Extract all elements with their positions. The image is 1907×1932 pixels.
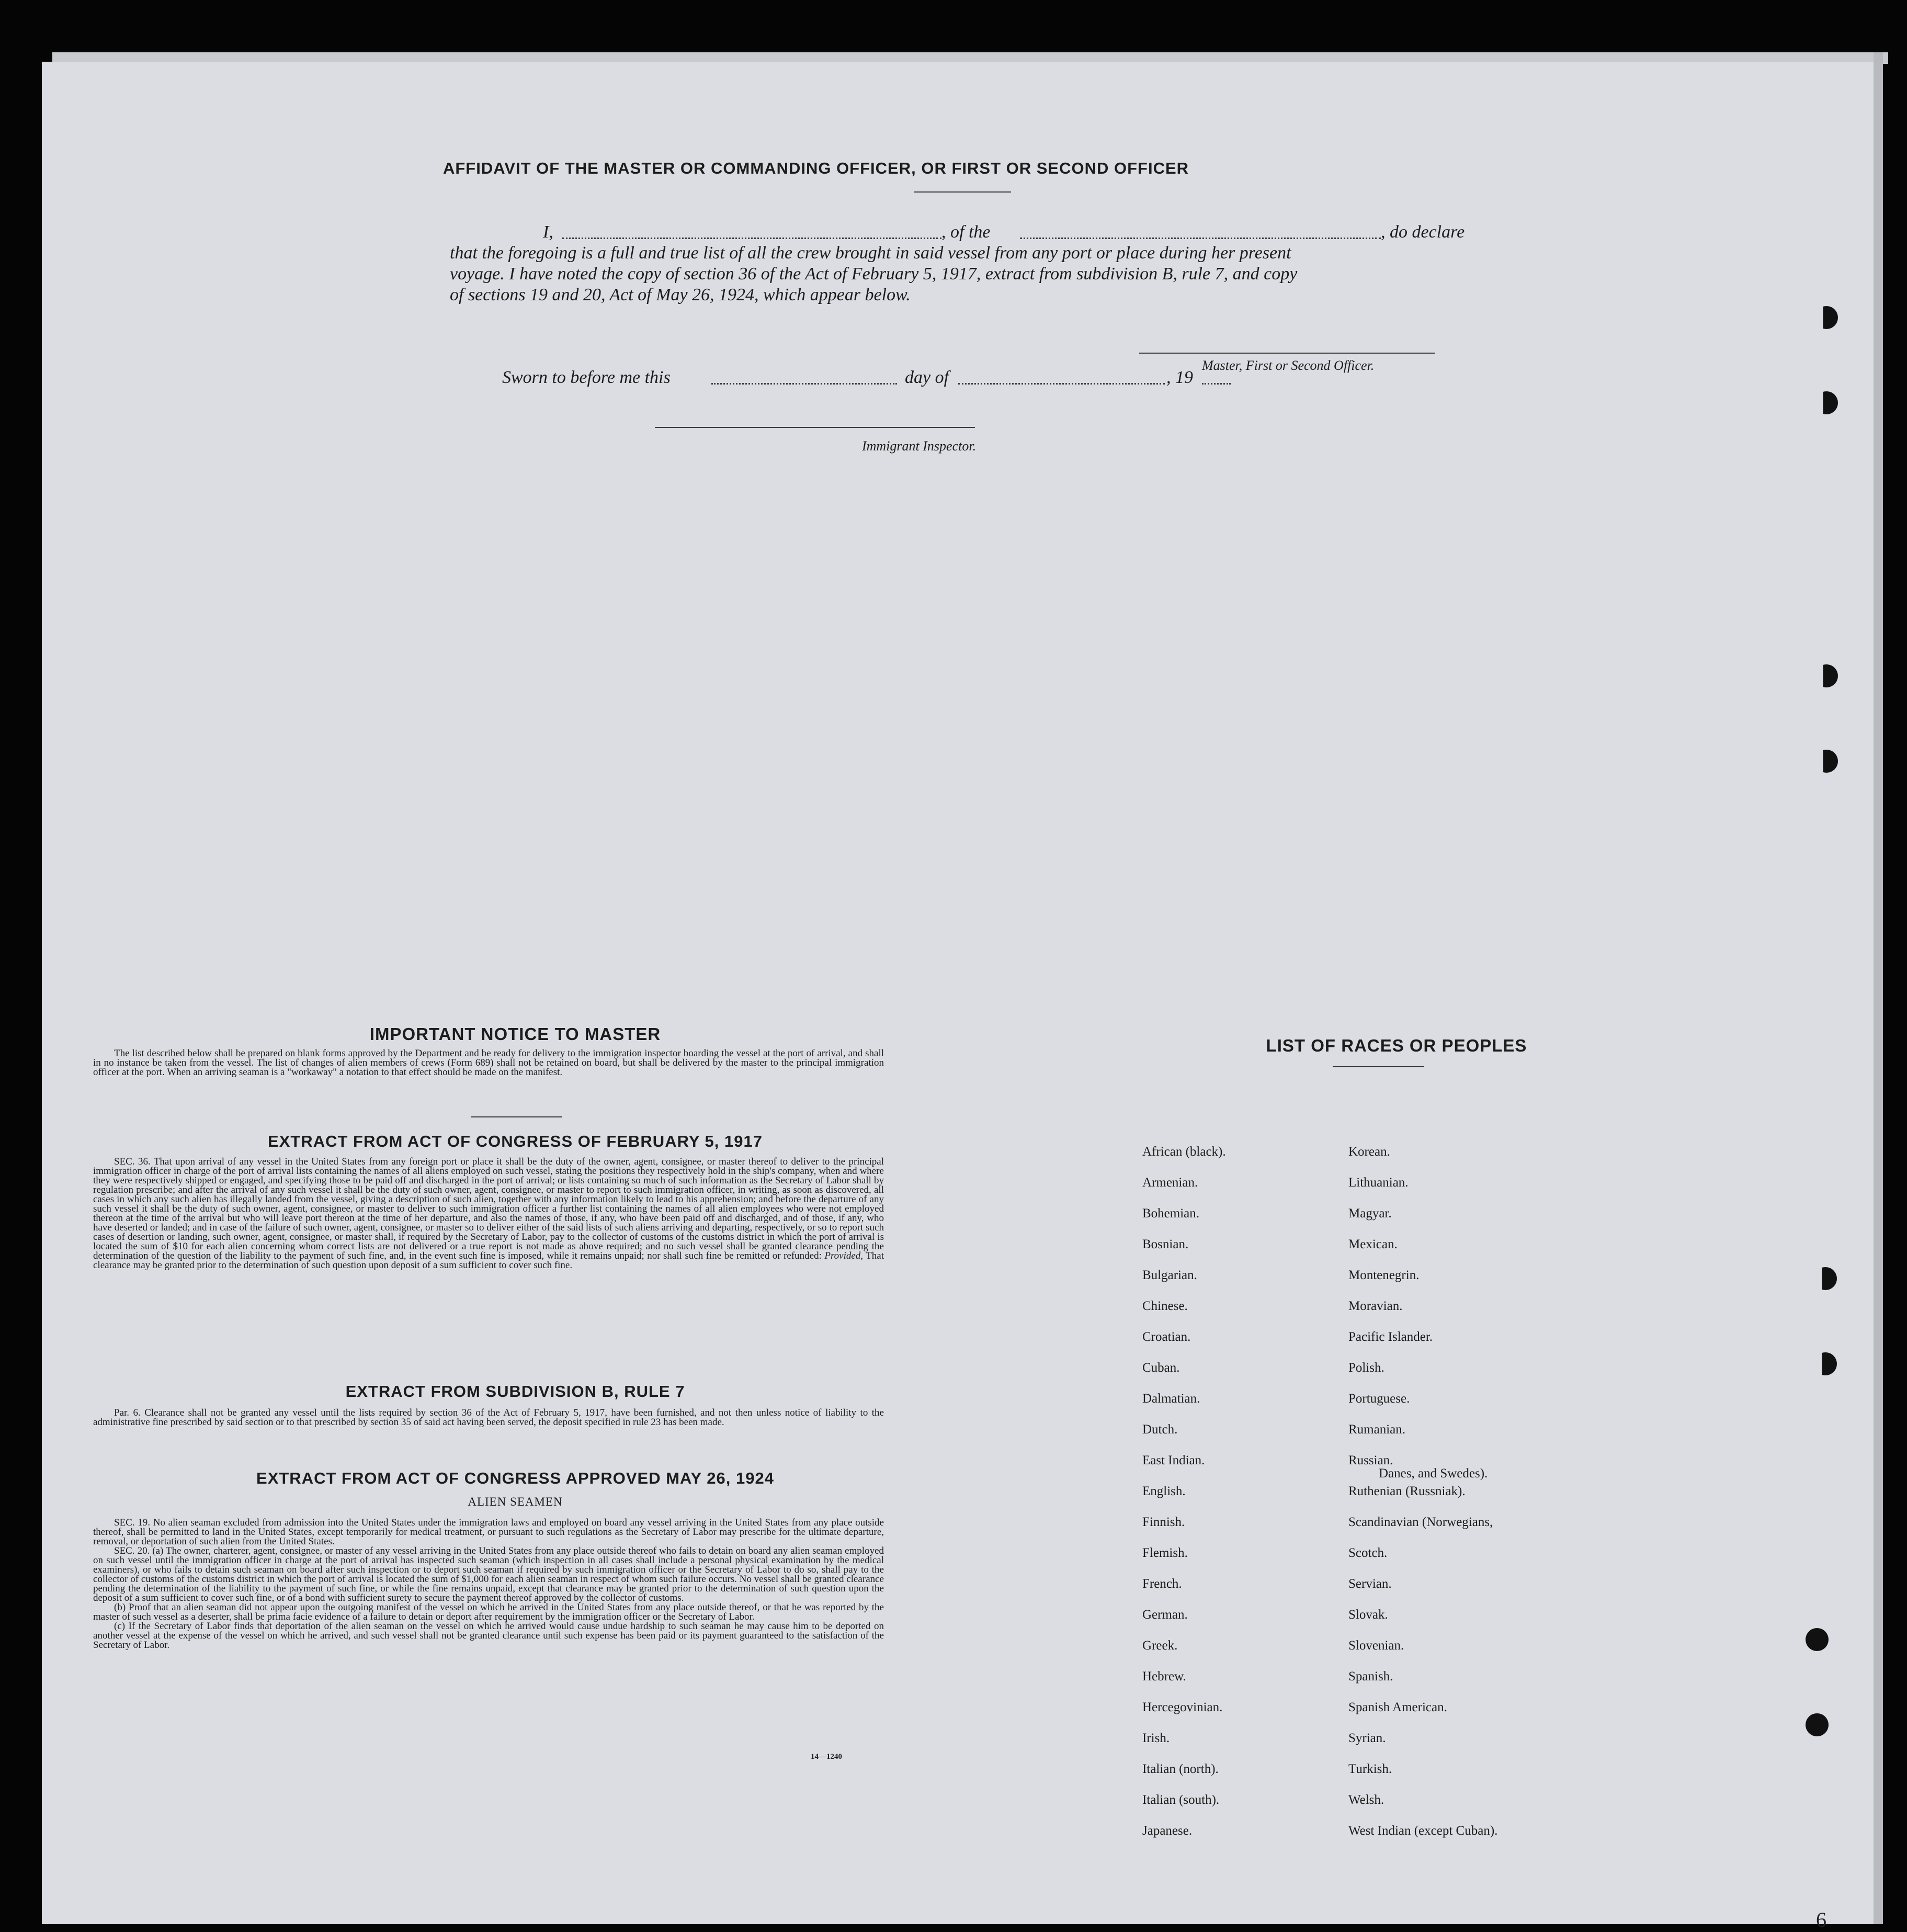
sworn-year-field[interactable] — [1202, 383, 1231, 385]
extract-rule7-text: Par. 6. Clearance shall not be granted any vessel until the lists required by section 36 of the Act of February 5, 1917, have been furnished, and not then unless notice of liability to the administrative fine prescribed by said section or to that prescribed by section 35 of said act having been served, the deposit specified in rule 23 has been made. — [93, 1407, 884, 1428]
day-of-label: day of — [905, 368, 949, 387]
race-item: Italian (south). — [1142, 1793, 1220, 1807]
race-item: Ruthenian (Russniak). — [1348, 1484, 1466, 1498]
notice-text: The list described below shall be prepared on blank forms approved by the Department and be ready for delivery to the immigration inspector boarding the vessel at the port of arrival, and shall in no instance be taken from the vessel. The list of changes of alien members of crews (Form 689) shall not be retained on board, but shall be delivered by the master to the principal immigration officer at the port. When an arriving seaman is a "workaway" a notation to that effect should be made on the manifest. — [93, 1048, 884, 1078]
race-item: Lithuanian. — [1348, 1176, 1409, 1190]
affidavit-of-the-label: , of the — [941, 222, 991, 242]
race-item: Slovenian. — [1348, 1639, 1404, 1653]
binder-hole-icon — [1815, 750, 1838, 773]
sec20a-text: SEC. 20. (a) The owner, charterer, agent, consignee, or master of any vessel arriving in the United States from any place outside thereof who fails to detain on board any alien seaman employed on such vessel until the immigration officer in charge at the port of arrival has inspected such seaman (which inspection in all cases shall include a personal physical examination by the medical examiners), or who fails to detain such seaman on board after such inspection or to deport such seaman if required by such immigration officer or the Secretary of Labor to do so, shall pay to the collector of customs of the customs district in which the port of arrival is located the sum of $1,000 for each alien seaman in respect of whom such failure occurs. No vessel shall be granted clearance pending the determination of the liability to the payment of such fine, or while the fine remains unpaid, except that clearance may be granted prior to the determination of such question upon the deposit of a sum sufficient to cover such fine, or of a bond with sufficient surety to secure the payment thereof approved by the collector of customs. — [93, 1545, 884, 1603]
binder-hole-icon — [1814, 1267, 1837, 1290]
notice-title: IMPORTANT NOTICE TO MASTER — [369, 1024, 661, 1044]
race-item: English. — [1142, 1484, 1186, 1498]
master-signature-line[interactable] — [1139, 353, 1435, 354]
race-item: Slovak. — [1348, 1608, 1388, 1622]
master-name-field[interactable] — [562, 238, 941, 239]
alien-seamen-subtitle: ALIEN SEAMEN — [468, 1495, 563, 1508]
notice-divider — [471, 1116, 562, 1117]
page-right-edge — [1874, 52, 1883, 1924]
race-item: Montenegrin. — [1348, 1268, 1420, 1282]
binder-hole-icon — [1806, 1628, 1829, 1651]
sworn-day-field[interactable] — [711, 383, 897, 385]
race-item: Italian (north). — [1142, 1762, 1219, 1776]
binder-hole-icon — [1815, 306, 1838, 329]
race-item: Korean. — [1348, 1145, 1390, 1159]
race-item: Welsh. — [1348, 1793, 1384, 1807]
race-item: Bulgarian. — [1142, 1268, 1197, 1282]
race-item: African (black). — [1142, 1145, 1226, 1159]
master-signature-caption: Master, First or Second Officer. — [1202, 358, 1375, 373]
race-item: German. — [1142, 1608, 1188, 1622]
race-item: Hercegovinian. — [1142, 1700, 1223, 1714]
race-item: Bohemian. — [1142, 1206, 1200, 1221]
extract-1924-title: EXTRACT FROM ACT OF CONGRESS APPROVED MAY 26, 1924 — [256, 1469, 774, 1487]
race-item: Servian. — [1348, 1577, 1392, 1591]
race-item: Pacific Islander. — [1348, 1330, 1433, 1344]
affidavit-declare-label: , do declare — [1381, 222, 1465, 242]
race-scandinavian-continued: Danes, and Swedes). — [1379, 1466, 1488, 1481]
race-item: West Indian (except Cuban). — [1348, 1824, 1498, 1838]
sworn-line — [502, 367, 1287, 388]
vessel-name-field[interactable] — [1020, 238, 1381, 239]
document-page — [42, 62, 1878, 1931]
year-prefix-label: , 19 — [1166, 368, 1193, 387]
race-item: Moravian. — [1348, 1299, 1403, 1313]
race-item: Polish. — [1348, 1361, 1384, 1375]
race-item: Russian. — [1348, 1453, 1393, 1467]
binder-hole-icon — [1806, 1713, 1829, 1736]
race-item: Japanese. — [1142, 1824, 1193, 1838]
race-item: Cuban. — [1142, 1361, 1180, 1375]
binder-hole-icon — [1815, 391, 1838, 414]
race-item: Magyar. — [1348, 1206, 1392, 1221]
corner-mark: 6 — [1816, 1908, 1826, 1931]
affidavit-title-underline — [914, 191, 1011, 193]
sec20b-text: (b) Proof that an alien seaman did not appear upon the outgoing manifest of the vessel on which he arrived in the United States from any place outside thereof, or that he was reported by the master of such vessel as a deserter, shall be prima facie evidence of a failure to detain or deport after requirement by the immigration officer or the Secretary of Labor. — [93, 1602, 884, 1622]
race-item: French. — [1142, 1577, 1182, 1591]
race-item: Portuguese. — [1348, 1392, 1410, 1406]
race-item: Croatian. — [1142, 1330, 1191, 1344]
race-item: Scandinavian (Norwegians, — [1348, 1515, 1493, 1529]
affidavit-i-label: I, — [543, 222, 553, 242]
binder-hole-icon — [1814, 1352, 1837, 1375]
race-item: Finnish. — [1142, 1515, 1185, 1529]
race-item: Spanish American. — [1348, 1700, 1447, 1714]
affidavit-line-2: that the foregoing is a full and true list of all the crew brought in said vessel from any port or place during her present — [450, 243, 1291, 263]
extract-1924-body — [93, 1518, 884, 1650]
race-item: Dutch. — [1142, 1422, 1178, 1437]
race-item: Turkish. — [1348, 1762, 1392, 1776]
sec36-end: That clearance may be granted prior to the determination of such question upon deposit of a sum sufficient to cover such fine. — [93, 1250, 884, 1271]
race-item: Mexican. — [1348, 1237, 1398, 1251]
race-item: Chinese. — [1142, 1299, 1188, 1313]
form-number: 14—1240 — [811, 1753, 842, 1761]
extract-1917-text — [93, 1157, 884, 1270]
race-item: Syrian. — [1348, 1731, 1386, 1745]
sec19-text: SEC. 19. No alien seaman excluded from admission into the United States under the immigration laws and employed on board any vessel arriving in the United States from any place outside thereof, shall be permitted to land in the United States, except temporarily for medical treatment, or pursuant to such regulations as the Secretary of Labor may prescribe for the ultimate departure, removal, or deportation of such alien from the United States. — [93, 1517, 884, 1547]
affidavit-line-1 — [497, 222, 1517, 243]
races-title: LIST OF RACES OR PEOPLES — [1266, 1036, 1527, 1055]
affidavit-line-4: of sections 19 and 20, Act of May 26, 1924, which appear below. — [450, 285, 911, 304]
inspector-signature-line[interactable] — [655, 427, 975, 428]
race-item: Scotch. — [1348, 1546, 1388, 1560]
sec36-provided: Provided, — [824, 1250, 864, 1261]
race-item: Greek. — [1142, 1639, 1178, 1653]
binder-hole-icon — [1815, 664, 1838, 687]
inspector-caption: Immigrant Inspector. — [862, 438, 977, 454]
sworn-label: Sworn to before me this — [502, 368, 671, 387]
sec20c-text: (c) If the Secretary of Labor finds that deportation of the alien seaman on the vessel on which he arrived would cause undue hardship to such seaman he may cause him to be deported on another vessel at the expense of the vessel on which he arrived, and such vessel shall not be granted clearance until such expense has been paid or its payment guaranteed to the satisfaction of the Secretary of Labor. — [93, 1621, 884, 1651]
races-title-underline — [1333, 1066, 1424, 1067]
sworn-month-field[interactable] — [958, 383, 1165, 385]
race-item: Bosnian. — [1142, 1237, 1189, 1251]
race-item: Armenian. — [1142, 1176, 1198, 1190]
race-item: Hebrew. — [1142, 1669, 1186, 1684]
race-item: Dalmatian. — [1142, 1392, 1200, 1406]
affidavit-title: AFFIDAVIT OF THE MASTER OR COMMANDING OFFICER, OR FIRST OR SECOND OFFICER — [442, 159, 1189, 177]
race-item: Rumanian. — [1348, 1422, 1406, 1437]
race-item: Irish. — [1142, 1731, 1170, 1745]
race-item: East Indian. — [1142, 1453, 1205, 1467]
race-item: Flemish. — [1142, 1546, 1188, 1560]
race-item: Spanish. — [1348, 1669, 1393, 1684]
sec36-body: SEC. 36. That upon arrival of any vessel in the United States from any foreign port or place it shall be the duty of the owner, agent, consignee, or master thereof to deliver to the principal immigration officer in charge of the port of arrival lists containing the names of all aliens employed on such vessel, stating the positions they respectively hold in the ship's company, when and where they were respectively shipped or engaged, and specifying those to be paid off and discharged in the port of arrival; or lists containing so much of such information as the Secretary of Labor shall by regulation prescribe; and after the arrival of any such vessel it shall be the duty of such owner, agent, consignee, or master to report to such immigration officer, in writing, as soon as discovered, all cases in which any such alien has illegally landed from the vessel, giving a description of such alien, together with any information likely to lead to his apprehension; and before the departure of any such vessel it shall be the duty of such owner, agent, consignee, or master to deliver to such immigration officer a further list containing the names of all alien employees who were not employed thereon at the time of the arrival but who will leave port thereon at the time of her departure, and also the names of those, if any, who have been paid off and discharged, and of those, if any, who have deserted or landed; and in case of the failure of such owner, agent, consignee, or master so to deliver either of the said lists of such aliens arriving and departing, respectively, or so to report such cases of desertion or landing, such owner, agent, consignee, or master shall, if required by the Secretary of Labor, pay to the collector of customs of the customs district in which the port of arrival is located the sum of $10 for each alien concerning whom correct lists are not delivered or a true report is not made as above required; and no such vessel shall be granted clearance pending the determination of the question of the liability to the payment of such fine, and, in the event such fine is imposed, while it remains unpaid; nor shall such fine be remitted or refunded: — [93, 1156, 884, 1261]
affidavit-line-3: voyage. I have noted the copy of section 36 of the Act of February 5, 1917, extract from subdivision B, rule 7, and copy — [450, 264, 1298, 284]
extract-1917-title: EXTRACT FROM ACT OF CONGRESS OF FEBRUARY 5, 1917 — [268, 1132, 763, 1150]
extract-rule7-title: EXTRACT FROM SUBDIVISION B, RULE 7 — [345, 1382, 685, 1400]
